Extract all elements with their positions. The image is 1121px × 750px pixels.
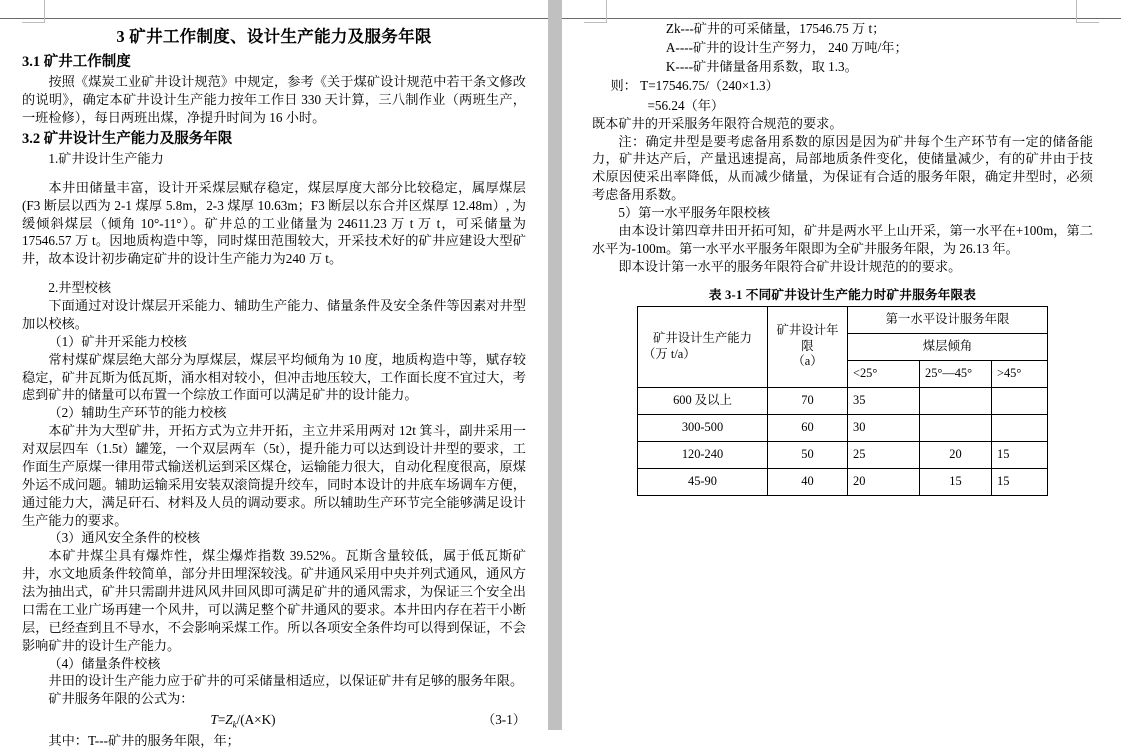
spacer [22,268,526,279]
subheading-auxiliary-check: （2）辅助生产环节的能力校核 [48,405,227,421]
table-header-capacity-line2: （万 t/a） [643,346,696,361]
table-cell-angle-gt45 [992,414,1048,441]
subheading-reserve-condition-check: （4）储量条件校核 [48,655,161,671]
subheading-ventilation-check: （3）通风安全条件的校核 [48,530,201,546]
spacer [22,168,526,179]
paragraph-first-level-service-life: 由本设计第四章井田开拓可知，矿井是两水平上山开采，第一水平在+100m，第二水平为-100m。第一水平水平服务年限即为全矿井服务年限，为 26.13 年。 [592,222,1093,256]
table-row [638,468,1048,495]
table-cell-angle-25-45 [920,387,992,414]
service-life-table [637,306,1048,496]
formula-service-life [22,710,464,732]
table-cell-angle-gt45: 15 [992,468,1048,495]
paragraph-work-system: 按照《煤炭工业矿井设计规范》中规定，参考《关于煤矿设计规范中若干条文修改的说明》，确定本矿井设计生产能力按年工作日 330 天计算，三八制作业（两班生产，一班检修），每日两班出煤，净提升时间为 16 小时。 [22,74,526,126]
table-cell-years: 40 [768,468,848,495]
paragraph-auxiliary-check: 本矿井为大型矿井，开拓方式为立井开拓，主立井采用两对 12t 箕斗，副井采用一对双层四车（1.5t）罐笼，一个双层两车（5t），提升能力可以达到设计井型的要求，工作面生产原煤一律用带式输送机运到采区煤仓，运输能力很大，自动化程度很高，原煤外运不成问题。辅助运输采用安装双滚筒提升绞车，同时本设计的井底车场调车方便，通过能力大，满足矸石、材料及人员的调动要求。所以辅助生产环节完全能够满足设计生产能力的要求。 [22,423,526,528]
page-left-content [0,26,548,750]
paragraph-ventilation-check: 本矿井煤尘具有爆炸性，煤尘爆炸指数 39.52%。瓦斯含量较低，属于低瓦斯矿井，水文地质条件较简单，部分井田埋深较浅。矿井通风采用中央并列式通风，通风方法为抽出式，矿井只需副井进风风井回风即可满足矿井的通风需求，为保证三个安全出口需在工业广场再建一个风井，可以满足整个矿井通风的要求。本井田内存在若干小断层，已经查到且不导水，不会影响采煤工作。所以各项安全条件均可以得到保证，不会影响矿井的设计生产能力。 [22,548,526,653]
paragraph-reserve-condition: 井田的设计生产能力应于矿井的可采储量相适应，以保证矿井有足够的服务年限。 [48,673,524,689]
subheading-first-level-service-life: 5）第一水平服务年限校核 [618,205,771,221]
table-cell-capacity: 600 及以上 [638,387,768,414]
formula-equals: = [217,712,226,728]
table-cell-angle-lt25: 25 [848,441,920,468]
paragraph-reserves: 本井田储量丰富，设计开采煤层赋存稳定，煤层厚度大部分比较稳定，属厚煤层(F3 断层以西为 2-1 煤厚 5.8m，2-3 煤厚 10.63m；F3 断层以东合并区煤厚 12.48m）, 为缓倾斜煤层（倾角 10°-11°）。矿井总的工业储量为 24611.23 万 t 万 t，可采储量为 17546.57 万 t。因地质构造中等，同时煤田范围较大，开采技术好的矿井应建设大型矿井，故本设计初步确定矿井的设计生产能力为240 万 t。 [22,179,526,267]
table-header-group-sub: 煤层倾角 [848,333,1048,360]
paragraph-mining-capacity-check: 常村煤矿煤层绝大部分为厚煤层，煤层平均倾角为 10 度，地质构造中等，赋存较稳定，矿井瓦斯为低瓦斯，涌水相对较小，但冲击地压较大，工作面长度不宜过大，考虑到矿井的储量可以布置一个综放工作面可以满足矿井的设计能力。 [22,351,526,403]
table-cell-years: 70 [768,387,848,414]
section-heading-3-2: 3.2 矿井设计生产能力及服务年限 [22,130,233,147]
table-header-angle-25-45: 25°—45° [920,360,992,387]
paragraph-compliance: 即本设计第一水平的服务年限符合矿井设计规范的的要求。 [618,258,962,274]
formula-numerator: Z [225,712,233,728]
table-row [638,441,1048,468]
paragraph-formula-legend: 其中：T---矿井的服务年限，年； [48,733,240,749]
definition-a: A----矿井的设计生产努力， 240 万吨/年； [665,40,908,56]
table-cell-angle-gt45: 15 [992,441,1048,468]
table-cell-angle-lt25: 30 [848,414,920,441]
table-header-capacity [638,306,768,387]
page-right [562,0,1121,730]
formula-denominator: /(A×K) [236,712,276,728]
subheading-design-capacity: 1.矿井设计生产能力 [48,150,164,166]
table-row [638,414,1048,441]
table-cell-capacity: 300-500 [638,414,768,441]
table-cell-years: 60 [768,414,848,441]
subheading-mining-capacity-check: （1）矿井开采能力校核 [48,333,187,349]
table-header-design-years-line2: （a） [792,354,823,369]
table-cell-angle-lt25: 20 [848,468,920,495]
table-header-design-years-line1: 矿井设计年限 [776,323,839,353]
formula-lhs: T [210,712,218,728]
paragraph-formula-intro: 矿井服务年限的公式为： [48,691,194,707]
page-gutter-divider [548,0,562,730]
table-cell-angle-25-45 [920,414,992,441]
table-cell-angle-25-45: 15 [920,468,992,495]
table-header-group-top: 第一水平设计服务年限 [848,306,1048,333]
table-header-capacity-line1: 矿井设计生产能力 [652,331,753,346]
table-cell-angle-gt45 [992,387,1048,414]
table-cell-years: 50 [768,441,848,468]
table-header-angle-lt25: <25° [848,360,920,387]
formula-row [22,710,526,732]
definition-zk: Zk---矿井的可采储量，17546.75 万 t； [665,21,886,36]
calculation-line-1: 则： T=17546.75/（240×1.3） [610,78,779,94]
paragraph-note: 注：确定井型是要考虑备用系数的原因是因为矿井每个生产环节有一定的储备能力，矿井达产后，产量迅速提高，局部地质条件变化，使储量减少，有的矿井由于技术原因使采出率降低，从而减少储量，为保证有合适的服务年限，确定井型时，必须考虑备用系数。 [592,133,1093,203]
page-left-body [0,19,548,749]
table-caption: 表 3-1 不同矿井设计生产能力时矿井服务年限表 [708,287,977,302]
page-left [0,0,548,749]
formula-numerator-subscript: k [232,719,237,730]
page-title: 3 矿井工作制度、设计生产能力及服务年限 [116,27,432,46]
section-heading-3-1: 3.1 矿井工作制度 [22,54,131,71]
table-cell-angle-lt25: 35 [848,387,920,414]
table-cell-angle-25-45: 20 [920,441,992,468]
page-right-content [562,19,1121,496]
formula-number: （3-1） [482,712,526,728]
table-header-row-1 [638,306,1048,333]
table-cell-capacity: 45-90 [638,468,768,495]
table-header-design-years [768,306,848,387]
table-row [638,387,1048,414]
calculation-line-2: =56.24（年） [647,97,725,113]
subheading-mine-type-check: 2.井型校核 [48,280,112,296]
paragraph-mine-type-check: 下面通过对设计煤层开采能力、辅助生产能力、储量条件及安全条件等因素对井型加以校核。 [22,298,526,331]
definition-k: K----矿井储量备用系数，取 1.3。 [665,59,858,75]
table-cell-capacity: 120-240 [638,441,768,468]
paragraph-conclusion: 既本矿井的开采服务年限符合规范的要求。 [592,115,843,131]
table-header-angle-gt45: >45° [992,360,1048,387]
page-right-body [562,19,1121,730]
